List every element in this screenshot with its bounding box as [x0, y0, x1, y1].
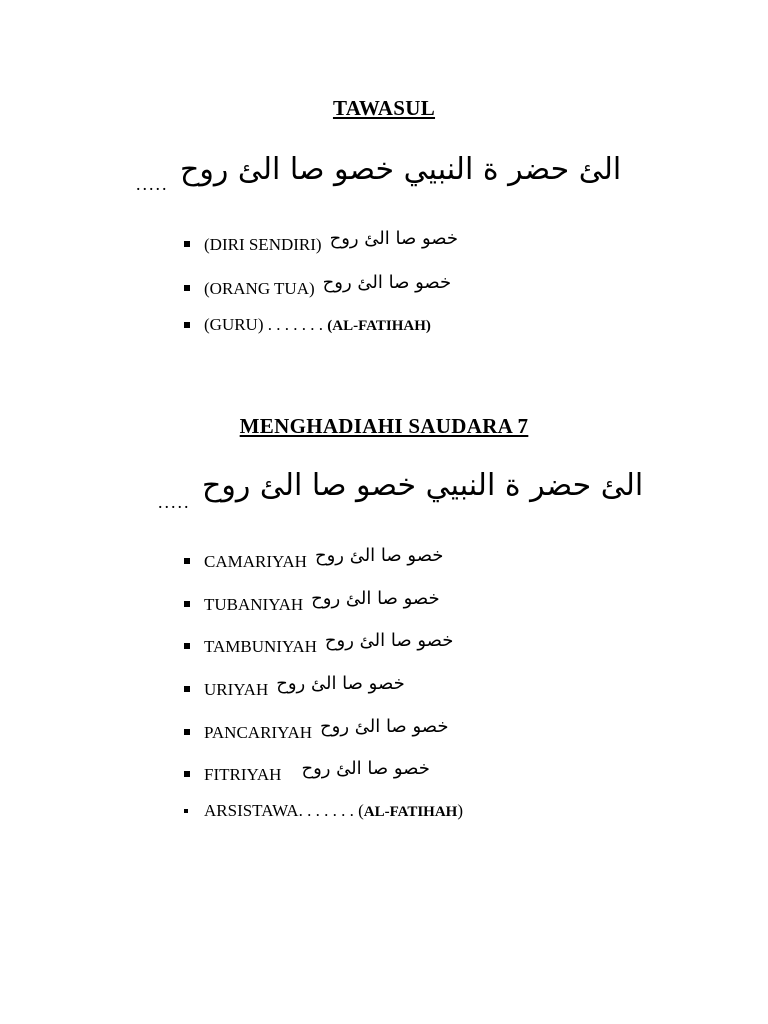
- bullet-icon: [184, 729, 190, 735]
- item-label: (GURU) . . . . . . .: [204, 315, 328, 334]
- item-label: ARSISTAWA. . . . . . . (: [204, 801, 364, 820]
- item-arabic: خصو صا الئ روح: [324, 630, 454, 651]
- arabic-header-text: الئ حضر ة النبيي خصو صا الئ روح: [202, 468, 644, 503]
- bullet-icon: [184, 771, 190, 777]
- arabic-header-line-2: [0, 468, 768, 518]
- item-arabic: خصو صا الئ روح: [314, 545, 444, 566]
- item-label: PANCARIYAH: [204, 723, 313, 742]
- item-arabic: خصو صا الئ روح: [301, 758, 430, 779]
- bullet-icon: [184, 643, 190, 649]
- item-label: TAMBUNIYAH: [204, 637, 317, 656]
- item-bold-label: (AL-FATIHAH): [327, 318, 431, 334]
- bullet-icon: [184, 601, 190, 607]
- item-label: URIYAH: [204, 680, 269, 699]
- arabic-header-line-1: [0, 152, 768, 202]
- item-arabic: خصو صا الئ روح: [311, 588, 440, 609]
- ellipsis: .....: [158, 492, 191, 512]
- item-arabic: خصو صا الئ روح: [329, 228, 459, 249]
- bullet-icon: [184, 322, 190, 328]
- item-closing-paren: ): [457, 801, 464, 820]
- bullet-icon: [184, 285, 190, 291]
- ellipsis: .....: [136, 174, 169, 194]
- bullet-icon: [184, 686, 190, 692]
- item-arabic: خصو صا الئ روح: [322, 272, 452, 293]
- arabic-header-text: الئ حضر ة النبيي خصو صا الئ روح: [180, 152, 622, 187]
- bullet-icon: [184, 241, 190, 247]
- item-label: (ORANG TUA): [204, 279, 315, 298]
- item-bold-label: AL-FATIHAH: [363, 804, 458, 820]
- item-arabic: خصو صا الئ روح: [320, 716, 449, 737]
- item-label: (DIRI SENDIRI): [204, 235, 322, 254]
- item-label: FITRIYAH: [204, 765, 282, 784]
- bullet-icon: [184, 558, 190, 564]
- item-arabic: خصو صا الئ روح: [276, 673, 405, 694]
- item-label: CAMARIYAH: [204, 552, 307, 571]
- bullet-icon: [184, 809, 188, 813]
- section-title-tawasul: TAWASUL: [332, 96, 436, 120]
- item-label: TUBANIYAH: [204, 595, 304, 614]
- section-title-saudara: MENGHADIAHI SAUDARA 7: [239, 414, 529, 438]
